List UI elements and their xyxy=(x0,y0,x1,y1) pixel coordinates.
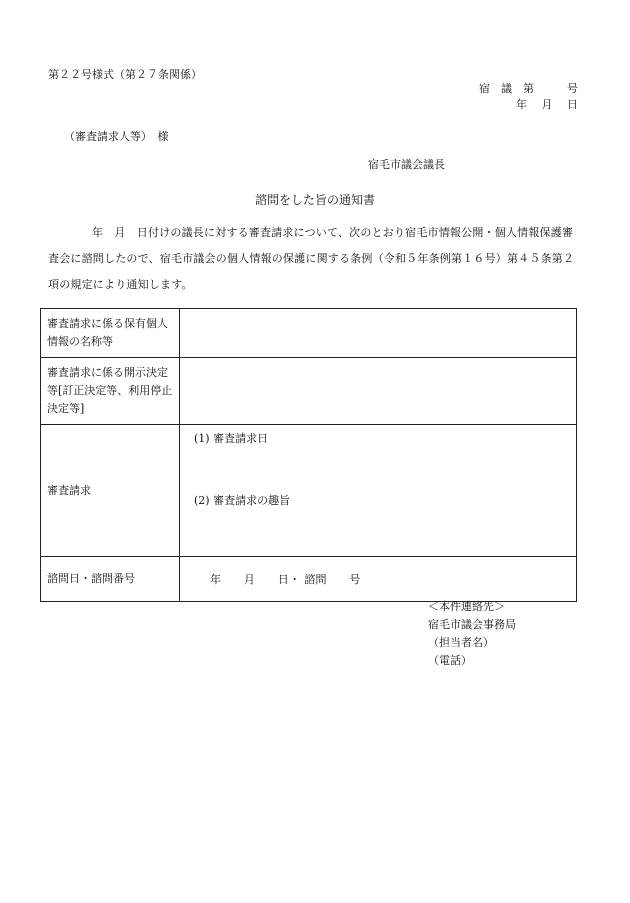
table-row xyxy=(41,557,577,602)
contact-block xyxy=(428,598,516,670)
document-title: 諮問をした旨の通知書 xyxy=(254,193,375,207)
contact-phone: （電話） xyxy=(428,654,472,667)
contact-heading: ＜本件連絡先＞ xyxy=(428,600,505,613)
info-table xyxy=(40,308,577,602)
table-row xyxy=(41,425,577,557)
document-date: 年 月 日 xyxy=(516,98,578,111)
table-row xyxy=(41,309,577,358)
sender: 宿毛市議会議長 xyxy=(368,158,445,171)
row-value-info-name xyxy=(180,309,577,358)
form-number: 第２２号様式（第２７条関係） xyxy=(48,68,202,81)
document-number: 宿 議 第 号 xyxy=(479,82,578,95)
body-text: 年 月 日付けの議長に対する審査請求について、次のとおり宿毛市情報公開・個人情報保護審査会に諮問したので、宿毛市議会の個人情報の保護に関する条例（令和５年条例第１６号）第４５条第２項の規定により通知します。 xyxy=(48,226,575,291)
row-value-disclosure-decision xyxy=(180,358,577,425)
request-purport-item: (2) 審査請求の趣旨 xyxy=(194,494,291,507)
request-date-item: (1) 審査請求日 xyxy=(194,432,269,445)
contact-person: （担当者名） xyxy=(428,636,494,649)
row-label-disclosure-decision: 審査請求に係る開示決定等[訂正決定等、利用停止決定等] xyxy=(41,358,180,425)
contact-office: 宿毛市議会事務局 xyxy=(428,618,516,631)
table-row xyxy=(41,358,577,425)
row-label-info-name: 審査請求に係る保有個人情報の名称等 xyxy=(41,309,180,358)
row-value-consult-date-number: 年 月 日・ 諮問 号 xyxy=(180,557,577,602)
row-label-request: 審査請求 xyxy=(41,425,180,557)
row-value-request xyxy=(180,425,577,557)
row-label-consult-date-number: 諮問日・諮問番号 xyxy=(41,557,180,602)
addressee: （審査請求人等） 様 xyxy=(64,130,169,143)
